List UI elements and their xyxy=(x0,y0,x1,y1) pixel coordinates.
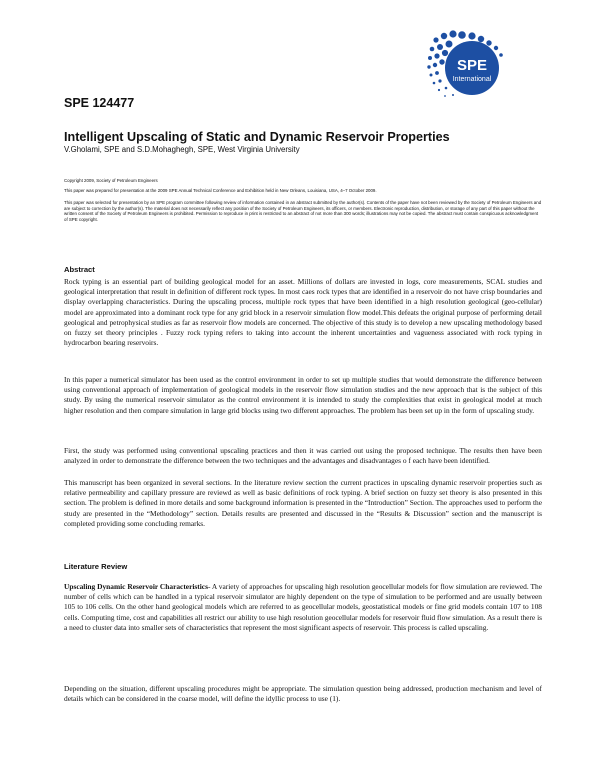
section-run-in-title: Upscaling Dynamic Reservoir Characteristics xyxy=(64,582,208,591)
paper-id: SPE 124477 xyxy=(64,96,135,110)
logo-wordmark: SPE xyxy=(456,57,488,74)
literature-review-heading: Literature Review xyxy=(64,562,128,571)
literature-review-body-1: - A variety of approaches for upscaling high resolution geocellular models for flow simulation are reviewed. The number of cells which can be handled in a typical reservoir simulator are highly dependent on the type of simulation to be performed and are usually between 105 to 106 cells. On the other hand geological models which are referred to as geocellular models, geostatistical models or fine grid models contain 107 to 108 cells. Computing time, cost and capabilities all restrict our ability to use high resolution geocellular models for reservoir fluid flow simulation. As a result there is a need to cluster data into smaller sets of characteristics that represent the most significant aspects of reservoir. This process is called upscaling. xyxy=(64,582,542,632)
disclaimer-notice: This paper was selected for presentation by an SPE program committee following review of information contained in an abstract submitted by the author(s). Contents of the paper have not been reviewed by the Society of Petroleum Engineers and are subject to correction by the author(s). The material does not necessarily reflect any position of the Society of Petroleum Engineers, its officers, or members. Electronic reproduction, distribution, or storage of any part of this paper without the written consent of the Society of Petroleum Engineers is prohibited. Permission to reproduce in print is restricted to an abstract of not more than 300 words; illustrations may not be copied. The abstract must contain conspicuous acknowledgment of SPE copyright. xyxy=(64,200,542,222)
abstract-paragraph-4: This manuscript has been organized in several sections. In the literature review section the current practices in upscaling dynamic reservoir properties such as relative permeability and capillary pressure are reviewd as well as basic definitions of rock typing. A brief section on fuzzy set theory is also presented in this section. The problem is defined in more details and some background information is presented in the “Introduction” Section. The approaches used to perform the study are presented in the “Methodology” section. Details results are presented and discussed in the “Results & Discussion” section and the manuscript is completed providing some concluding remarks. xyxy=(64,478,542,528)
logo-subtitle: International xyxy=(452,76,492,83)
paper-title: Intelligent Upscaling of Static and Dynamic Reservoir Properties xyxy=(64,130,450,144)
paper-authors: V.Gholami, SPE and S.D.Mohaghegh, SPE, West Virginia University xyxy=(64,145,300,154)
presentation-notice: This paper was prepared for presentation at the 2009 SPE Annual Technical Conference and Exhibition held in New Orleans, Louisiana, USA, 4–7 October 2009. xyxy=(64,188,377,193)
literature-review-paragraph-1 xyxy=(64,582,542,633)
literature-review-paragraph-2: Depending on the situation, different upscaling procedures might be appropriate. The simulation question being addressed, production mechanism and level of details which can be considered in the coarse model, will define the idyllic process to use (1). xyxy=(64,684,542,704)
copyright-notice: Copyright 2009, Society of Petroleum Engineers xyxy=(64,178,158,183)
abstract-heading: Abstract xyxy=(64,265,95,274)
spe-globe-logo-icon xyxy=(426,28,546,108)
spe-international-logo xyxy=(426,28,546,108)
abstract-paragraph-3: First, the study was performed using conventional upscaling practices and then it was carried out using the proposed technique. The results then have been analyzed in order to demonstrate the difference between the two techniques and the advantages and disadvantages o f each have been identified. xyxy=(64,446,542,466)
abstract-paragraph-2: In this paper a numerical simulator has been used as the control environment in order to set up multiple studies that would demonstrate the difference between using conventional approach of implementation of geological models in the reservoir flow simulation studies and the new approach that is the subject of this study. By using the numerical reservoir simulator as the control environment it is intended to study the complexities that exist in geological model at much higher resolution and then compare simulation in large grid blocks using two different approaches. The problem has been set up in the form of upscaling study. xyxy=(64,375,542,415)
abstract-paragraph-1: Rock typing is an essential part of building geological model for an asset. Millions of dollars are invested in logs, core measurements, SCAL studies and geological interpretation that result in definition of different rock types. In most caes rock types that are identified in a reservoir do not have crisp boundaries and display overlapping characteristics. During the upscaling process, multiple rock types that have been identified in a high resolution geological (geo-cellular) model are approximated into a dominant rock type for any grid block in a reservoir simulation flow model.This defeats the original purpose of performing detail geological and petrophysical studies as far as reservoir flow models are concerned. The objective of this study is to develop a new upscaling methodology based on fuzzy set theory principles . Fuzzy rock typing refers to taking into account the inherent uncertainties and vagueness associated with rock typing in hydrocarbon bearing reservoirs. xyxy=(64,277,542,348)
